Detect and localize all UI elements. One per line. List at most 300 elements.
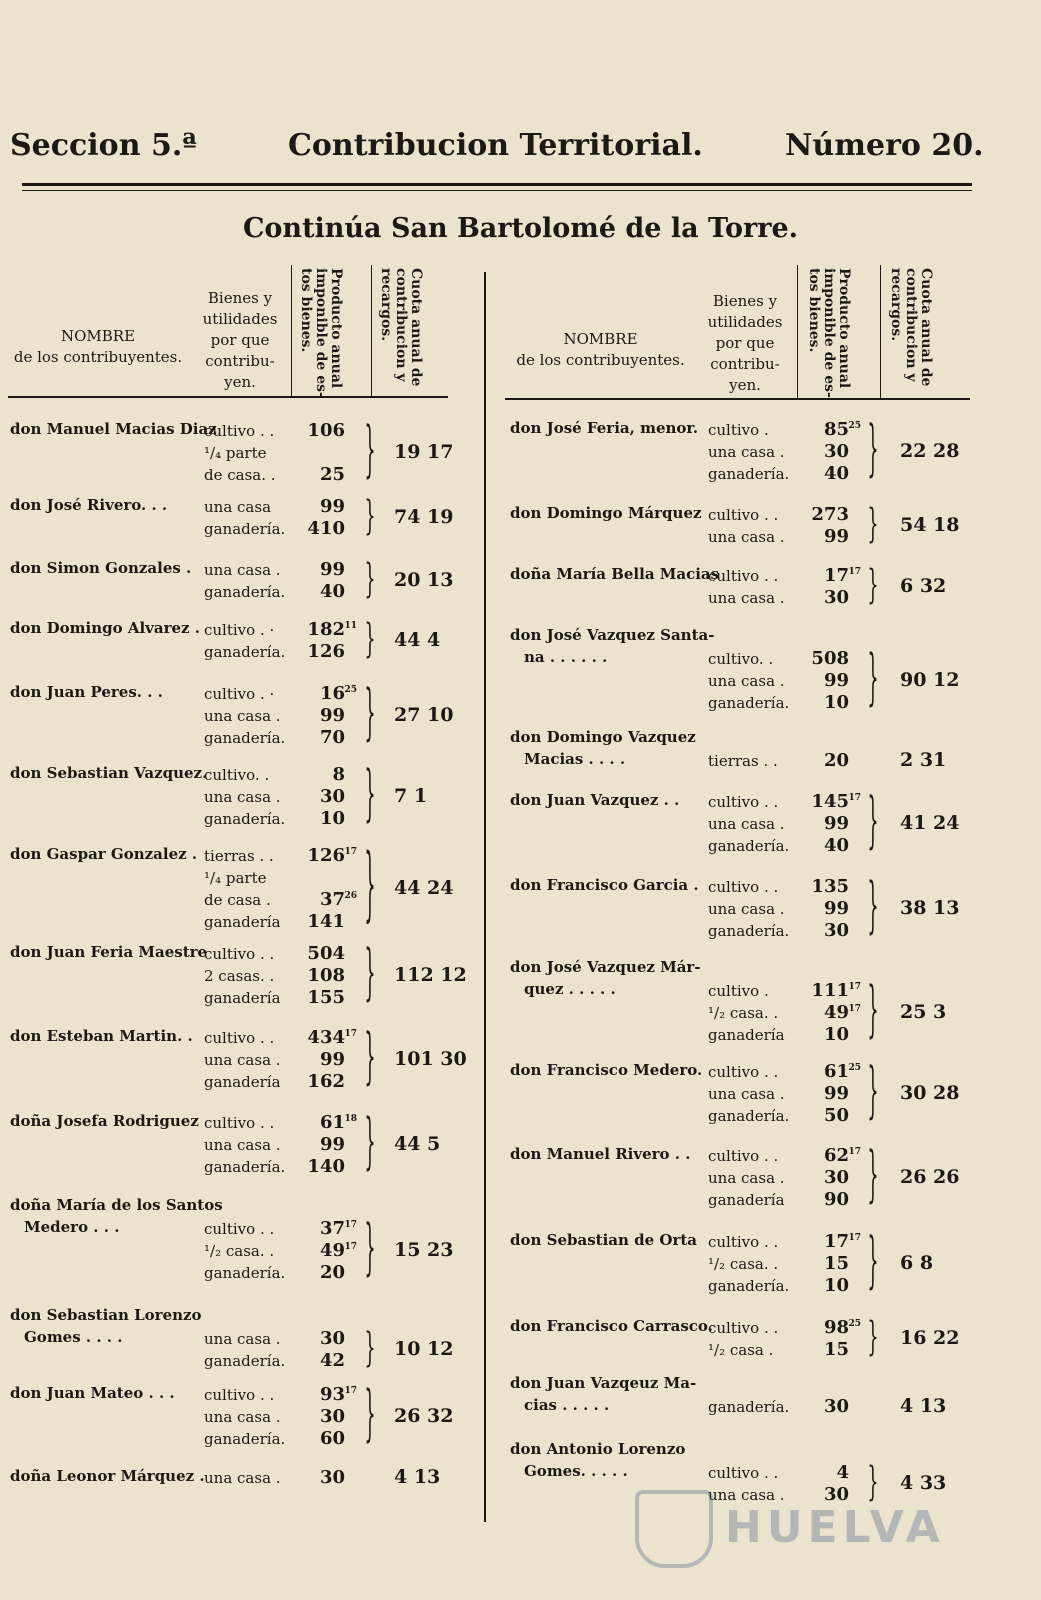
product-amount (799, 1339, 849, 1361)
amount-value: 99 (823, 898, 849, 919)
amount-value: 17 (823, 565, 849, 586)
product-amount (295, 1240, 357, 1262)
amount-value: 15 (823, 1253, 849, 1274)
amount-value: 20 (319, 1262, 345, 1283)
amount-cents: 17 (848, 567, 861, 577)
taxpayer-name: Medero . . . (24, 1218, 120, 1236)
right-col-producto (806, 268, 852, 398)
product-amount (295, 987, 345, 1009)
property-type: una casa . (204, 788, 281, 806)
product-amount (799, 526, 849, 548)
brace-icon: } (364, 1326, 376, 1372)
amount-value: 37 (319, 1218, 345, 1239)
annual-quota: 10 12 (394, 1338, 454, 1360)
property-type: cultivo . . (708, 1464, 779, 1482)
taxpayer-name: don Domingo Alvarez . (10, 619, 201, 637)
col-producto-line: Producto anual (328, 268, 344, 389)
annual-quota: 26 32 (394, 1405, 454, 1427)
amount-cents: 25 (848, 421, 861, 431)
amount-value: 99 (823, 526, 849, 547)
product-amount (295, 845, 357, 867)
col-bienes-line: utilidades (202, 310, 278, 328)
property-type: ganadería. (708, 465, 790, 483)
product-amount (799, 1396, 849, 1418)
col-bienes-line: yen. (729, 376, 761, 394)
property-type: ganadería. (204, 520, 286, 538)
amount-value: 99 (823, 813, 849, 834)
amount-value: 10 (823, 1275, 849, 1296)
brace-icon: } (867, 1058, 879, 1127)
product-amount (799, 898, 849, 920)
col-nombre-sub: de los contribuyentes. (13, 348, 183, 366)
property-type: cultivo . . (708, 1063, 779, 1081)
center-divider (484, 272, 486, 1522)
property-type: ganadería (204, 989, 281, 1007)
amount-value: 49 (319, 1240, 345, 1261)
product-amount (799, 670, 849, 692)
col-cuota-line: recargos. (378, 268, 394, 342)
property-type: 2 casas. . (204, 967, 275, 985)
header-rule (22, 183, 972, 186)
col-nombre-title: NOMBRE (60, 327, 136, 345)
amount-value: 30 (823, 587, 849, 608)
amount-value: 10 (319, 808, 345, 829)
amount-value: 4 (836, 1462, 849, 1483)
property-type: de casa . (204, 891, 271, 909)
right-col-divider (880, 265, 881, 399)
amount-value: 30 (319, 1467, 345, 1488)
taxpayer-name: don Francisco Medero. (510, 1061, 703, 1079)
amount-cents: 11 (344, 621, 357, 631)
annual-quota: 74 19 (394, 506, 454, 528)
left-col-bienes (195, 288, 285, 393)
amount-cents: 26 (344, 891, 357, 901)
annual-quota: 22 28 (900, 440, 960, 462)
amount-cents: 25 (848, 1319, 861, 1329)
brace-icon: } (867, 1228, 879, 1297)
product-amount (295, 911, 345, 933)
brace-icon: } (867, 788, 879, 857)
product-amount (799, 1167, 849, 1189)
annual-quota: 26 26 (900, 1166, 960, 1188)
left-col-producto (298, 268, 344, 398)
annual-quota: 4 13 (394, 1466, 441, 1488)
property-type: ¹/₄ parte (204, 444, 267, 462)
taxpayer-name: don Sebastian de Orta (510, 1231, 697, 1249)
amount-value: 40 (319, 581, 345, 602)
annual-quota: 16 22 (900, 1327, 960, 1349)
taxpayer-name: don José Vazquez Már- (510, 958, 701, 976)
taxpayer-name: don Domingo Vazquez (510, 728, 696, 746)
amount-cents: 17 (344, 847, 357, 857)
product-amount (799, 419, 861, 441)
amount-value: 508 (811, 648, 849, 669)
property-type: una casa . (708, 1486, 785, 1504)
property-type: una casa . (708, 443, 785, 461)
amount-value: 155 (307, 987, 345, 1008)
product-amount (295, 764, 345, 786)
amount-cents: 17 (848, 1004, 861, 1014)
product-amount (799, 791, 861, 813)
product-amount (799, 813, 849, 835)
taxpayer-name: don Juan Vazquez . . (510, 791, 680, 809)
stamp-text: HUELVA (725, 1502, 945, 1553)
taxpayer-name: don José Vazquez Santa- (510, 626, 715, 644)
annual-quota: 6 32 (900, 575, 947, 597)
property-type: ganadería (204, 913, 281, 931)
property-type: ganadería. (708, 1277, 790, 1295)
amount-cents: 25 (848, 1063, 861, 1073)
col-producto-line: imponible de es- (821, 268, 837, 398)
col-bienes-line: Bienes y (712, 292, 778, 310)
property-type: ganadería. (708, 922, 790, 940)
product-amount (799, 1275, 849, 1297)
amount-value: 30 (823, 1396, 849, 1417)
annual-quota: 4 13 (900, 1395, 947, 1417)
amount-cents: 17 (848, 982, 861, 992)
col-bienes-line: por que (715, 334, 775, 352)
annual-quota: 38 13 (900, 897, 960, 919)
taxpayer-name: na . . . . . . (524, 648, 608, 666)
property-type: cultivo . . (204, 1220, 275, 1238)
brace-icon: } (364, 1215, 376, 1284)
right-col-cuota (888, 268, 933, 393)
brace-icon: } (364, 680, 376, 749)
header-rule-thin (22, 190, 972, 191)
product-amount (799, 1002, 861, 1024)
property-type: una casa . (204, 1469, 281, 1487)
annual-quota: 4 33 (900, 1472, 947, 1494)
property-type: ganadería (204, 1073, 281, 1091)
brace-icon: } (364, 841, 376, 933)
product-amount (295, 420, 345, 442)
property-type: ¹/₂ casa. . (204, 1242, 275, 1260)
property-type: tierras . . (708, 752, 778, 770)
taxpayer-name: don Juan Peres. . . (10, 683, 163, 701)
col-nombre-sub: de los contribuyentes. (516, 351, 685, 369)
product-amount (295, 1428, 345, 1450)
product-amount (799, 1105, 849, 1127)
product-amount (799, 587, 849, 609)
product-amount (295, 1071, 345, 1093)
product-amount (799, 1083, 849, 1105)
brace-icon: } (364, 417, 376, 486)
product-amount (295, 559, 345, 581)
left-col-nombre (8, 326, 188, 368)
product-amount (799, 1462, 849, 1484)
taxpayer-name: doña María Bella Macias (510, 565, 720, 583)
amount-value: 61 (823, 1061, 849, 1082)
product-amount (295, 1350, 345, 1372)
property-type: cultivo . . (204, 1114, 275, 1132)
taxpayer-name: don Simon Gonzales . (10, 559, 192, 577)
taxpayer-name: cias . . . . . (524, 1396, 610, 1414)
amount-value: 30 (319, 1328, 345, 1349)
amount-cents: 17 (344, 1386, 357, 1396)
product-amount (799, 1317, 861, 1339)
col-bienes-line: por que (210, 331, 270, 349)
amount-value: 30 (823, 920, 849, 941)
right-header-rule (505, 398, 970, 400)
amount-value: 61 (319, 1112, 345, 1133)
product-amount (295, 1467, 345, 1489)
col-producto-line: Producto anual (836, 268, 852, 389)
property-type: ganadería (708, 1191, 785, 1209)
brace-icon: } (364, 940, 376, 1009)
property-type: una casa . (708, 589, 785, 607)
taxpayer-name: don Manuel Macias Diaz (10, 420, 217, 438)
amount-value: 99 (319, 496, 345, 517)
product-amount (295, 1328, 345, 1350)
amount-value: 10 (823, 692, 849, 713)
amount-value: 434 (307, 1027, 345, 1048)
annual-quota: 44 24 (394, 877, 454, 899)
property-type: una casa . (204, 1051, 281, 1069)
amount-value: 40 (823, 835, 849, 856)
brace-icon: } (867, 563, 879, 609)
section-label: Seccion 5.ª (10, 128, 197, 163)
property-type: una casa . (204, 1136, 281, 1154)
page-heading: Contribucion Territorial. (288, 128, 703, 163)
amount-value: 17 (823, 1231, 849, 1252)
taxpayer-name: don Esteban Martin. . (10, 1027, 193, 1045)
amount-value: 25 (319, 464, 345, 485)
amount-cents: 25 (344, 685, 357, 695)
property-type: ¹/₂ casa. . (708, 1255, 779, 1273)
brace-icon: } (867, 645, 879, 714)
product-amount (295, 1049, 345, 1071)
taxpayer-name: don Juan Feria Maestre (10, 943, 208, 961)
property-type: una casa . (204, 1408, 281, 1426)
product-amount (295, 683, 357, 705)
amount-cents: 17 (344, 1220, 357, 1230)
col-cuota-line: contribucion y (903, 268, 919, 382)
product-amount (799, 565, 861, 587)
taxpayer-name: don Antonio Lorenzo (510, 1440, 686, 1458)
amount-value: 20 (823, 750, 849, 771)
amount-value: 15 (823, 1339, 849, 1360)
property-type: ganadería. (708, 837, 790, 855)
product-amount (295, 641, 345, 663)
property-type: cultivo . . (204, 945, 275, 963)
property-type: ganadería. (204, 1352, 286, 1370)
annual-quota: 44 5 (394, 1133, 441, 1155)
property-type: una casa . (708, 1085, 785, 1103)
product-amount (295, 1134, 345, 1156)
col-bienes-line: Bienes y (207, 289, 273, 307)
amount-cents: 17 (344, 1029, 357, 1039)
amount-value: 504 (307, 943, 345, 964)
annual-quota: 90 12 (900, 669, 960, 691)
col-nombre-title: NOMBRE (563, 330, 638, 348)
property-type: ¹/₄ parte (204, 869, 267, 887)
amount-value: 40 (823, 463, 849, 484)
brace-icon: } (364, 557, 376, 603)
amount-value: 30 (823, 441, 849, 462)
col-bienes-line: contribu- (205, 352, 275, 370)
right-col-nombre (508, 329, 693, 371)
product-amount (295, 581, 345, 603)
property-type: una casa . (708, 528, 785, 546)
product-amount (799, 441, 849, 463)
property-type: ganadería. (204, 1430, 286, 1448)
taxpayer-name: don José Rivero. . . (10, 496, 168, 514)
product-amount (295, 889, 357, 911)
annual-quota: 7 1 (394, 785, 428, 807)
product-amount (799, 1189, 849, 1211)
property-type: ganadería. (204, 1264, 286, 1282)
taxpayer-name: Gomes . . . . (24, 1328, 123, 1346)
product-amount (295, 808, 345, 830)
amount-value: 98 (823, 1317, 849, 1338)
amount-value: 93 (319, 1384, 345, 1405)
product-amount (295, 1218, 357, 1240)
amount-value: 8 (332, 764, 345, 785)
amount-value: 99 (823, 1083, 849, 1104)
property-type: cultivo . . (708, 1233, 779, 1251)
property-type: ganadería. (204, 810, 286, 828)
amount-value: 50 (823, 1105, 849, 1126)
product-amount (295, 943, 345, 965)
left-col-divider (371, 265, 372, 397)
product-amount (295, 1027, 357, 1049)
annual-quota: 30 28 (900, 1082, 960, 1104)
property-type: cultivo . . (708, 506, 779, 524)
annual-quota: 27 10 (394, 704, 454, 726)
property-type: cultivo . . (708, 567, 779, 585)
taxpayer-name: don Francisco Garcia . (510, 876, 699, 894)
col-bienes-line: yen. (224, 373, 256, 391)
annual-quota: 20 13 (394, 569, 454, 591)
brace-icon: } (364, 1381, 376, 1450)
amount-value: 99 (319, 1134, 345, 1155)
archive-stamp (625, 1488, 955, 1562)
brace-icon: } (364, 1109, 376, 1178)
property-type: cultivo . . (708, 793, 779, 811)
amount-value: 30 (823, 1484, 849, 1505)
amount-value: 70 (319, 727, 345, 748)
amount-value: 10 (823, 1024, 849, 1045)
product-amount (295, 496, 345, 518)
brace-icon: } (867, 416, 879, 485)
amount-value: 141 (307, 911, 345, 932)
amount-value: 85 (823, 419, 849, 440)
col-bienes-line: utilidades (707, 313, 783, 331)
property-type: una casa . (204, 1330, 281, 1348)
amount-cents: 17 (344, 1242, 357, 1252)
col-cuota-line: Cuota anual de (408, 268, 424, 387)
annual-quota: 44 4 (394, 629, 441, 651)
property-type: cultivo. . (708, 650, 774, 668)
product-amount (295, 965, 345, 987)
product-amount (295, 1262, 345, 1284)
property-type: ¹/₂ casa . (708, 1341, 774, 1359)
property-type: ganadería. (708, 694, 790, 712)
amount-value: 49 (823, 1002, 849, 1023)
taxpayer-name: Gomes. . . . . (524, 1462, 628, 1480)
annual-quota: 112 12 (394, 964, 467, 986)
property-type: ¹/₂ casa. . (708, 1004, 779, 1022)
amount-value: 126 (307, 845, 345, 866)
col-cuota-line: contribucion y (393, 268, 409, 382)
product-amount (295, 1406, 345, 1428)
product-amount (799, 876, 849, 898)
amount-value: 108 (307, 965, 345, 986)
brace-icon: } (867, 873, 879, 942)
property-type: cultivo . · (204, 685, 275, 703)
brace-icon: } (867, 1142, 879, 1211)
amount-value: 410 (307, 518, 345, 539)
property-type: cultivo . . (204, 422, 275, 440)
property-type: ganadería (708, 1026, 785, 1044)
right-col-bienes (700, 291, 790, 396)
brace-icon: } (867, 1460, 879, 1506)
col-producto-line: imponible de es- (313, 268, 329, 398)
taxpayer-name: doña Josefa Rodriguez (10, 1112, 199, 1130)
property-type: una casa (204, 498, 272, 516)
col-producto-line: tos bienes. (806, 268, 822, 353)
taxpayer-name: Macias . . . . (524, 750, 626, 768)
property-type: de casa. . (204, 466, 276, 484)
property-type: ganadería. (204, 729, 286, 747)
property-type: ganadería. (708, 1398, 790, 1416)
property-type: una casa . (708, 672, 785, 690)
property-type: ganadería. (204, 643, 286, 661)
product-amount (295, 1112, 357, 1134)
property-type: una casa . (708, 900, 785, 918)
product-amount (295, 518, 345, 540)
property-type: cultivo . . (204, 1386, 275, 1404)
property-type: cultivo . . (204, 1029, 275, 1047)
product-amount (799, 750, 849, 772)
amount-value: 37 (319, 889, 345, 910)
document-subtitle: Continúa San Bartolomé de la Torre. (242, 213, 799, 244)
right-col-divider (797, 265, 798, 399)
product-amount (295, 619, 357, 641)
amount-value: 182 (307, 619, 345, 640)
annual-quota: 54 18 (900, 514, 960, 536)
amount-value: 99 (319, 559, 345, 580)
property-type: cultivo . (708, 982, 769, 1000)
product-amount (295, 786, 345, 808)
amount-value: 30 (319, 786, 345, 807)
product-amount (799, 835, 849, 857)
property-type: cultivo . . (708, 1319, 779, 1337)
brace-icon: } (364, 1024, 376, 1093)
product-amount (799, 1253, 849, 1275)
taxpayer-name: don Gaspar Gonzalez . (10, 845, 198, 863)
annual-quota: 41 24 (900, 812, 960, 834)
amount-value: 60 (319, 1428, 345, 1449)
property-type: ganadería. (708, 1107, 790, 1125)
page-number: Número 20. (785, 128, 984, 163)
taxpayer-name: don Juan Vazqeuz Ma- (510, 1374, 697, 1392)
product-amount (799, 1024, 849, 1046)
taxpayer-name: don Sebastian Vazquez. (10, 764, 208, 782)
annual-quota: 101 30 (394, 1048, 467, 1070)
property-type: cultivo . · (204, 621, 275, 639)
property-type: cultivo. . (204, 766, 270, 784)
brace-icon: } (867, 1315, 879, 1361)
shield-icon (635, 1490, 713, 1568)
product-amount (295, 464, 345, 486)
left-col-divider (291, 265, 292, 397)
amount-value: 126 (307, 641, 345, 662)
brace-icon: } (364, 617, 376, 663)
col-cuota-line: Cuota anual de (918, 268, 934, 387)
amount-value: 111 (811, 980, 849, 1001)
amount-value: 16 (319, 683, 345, 704)
